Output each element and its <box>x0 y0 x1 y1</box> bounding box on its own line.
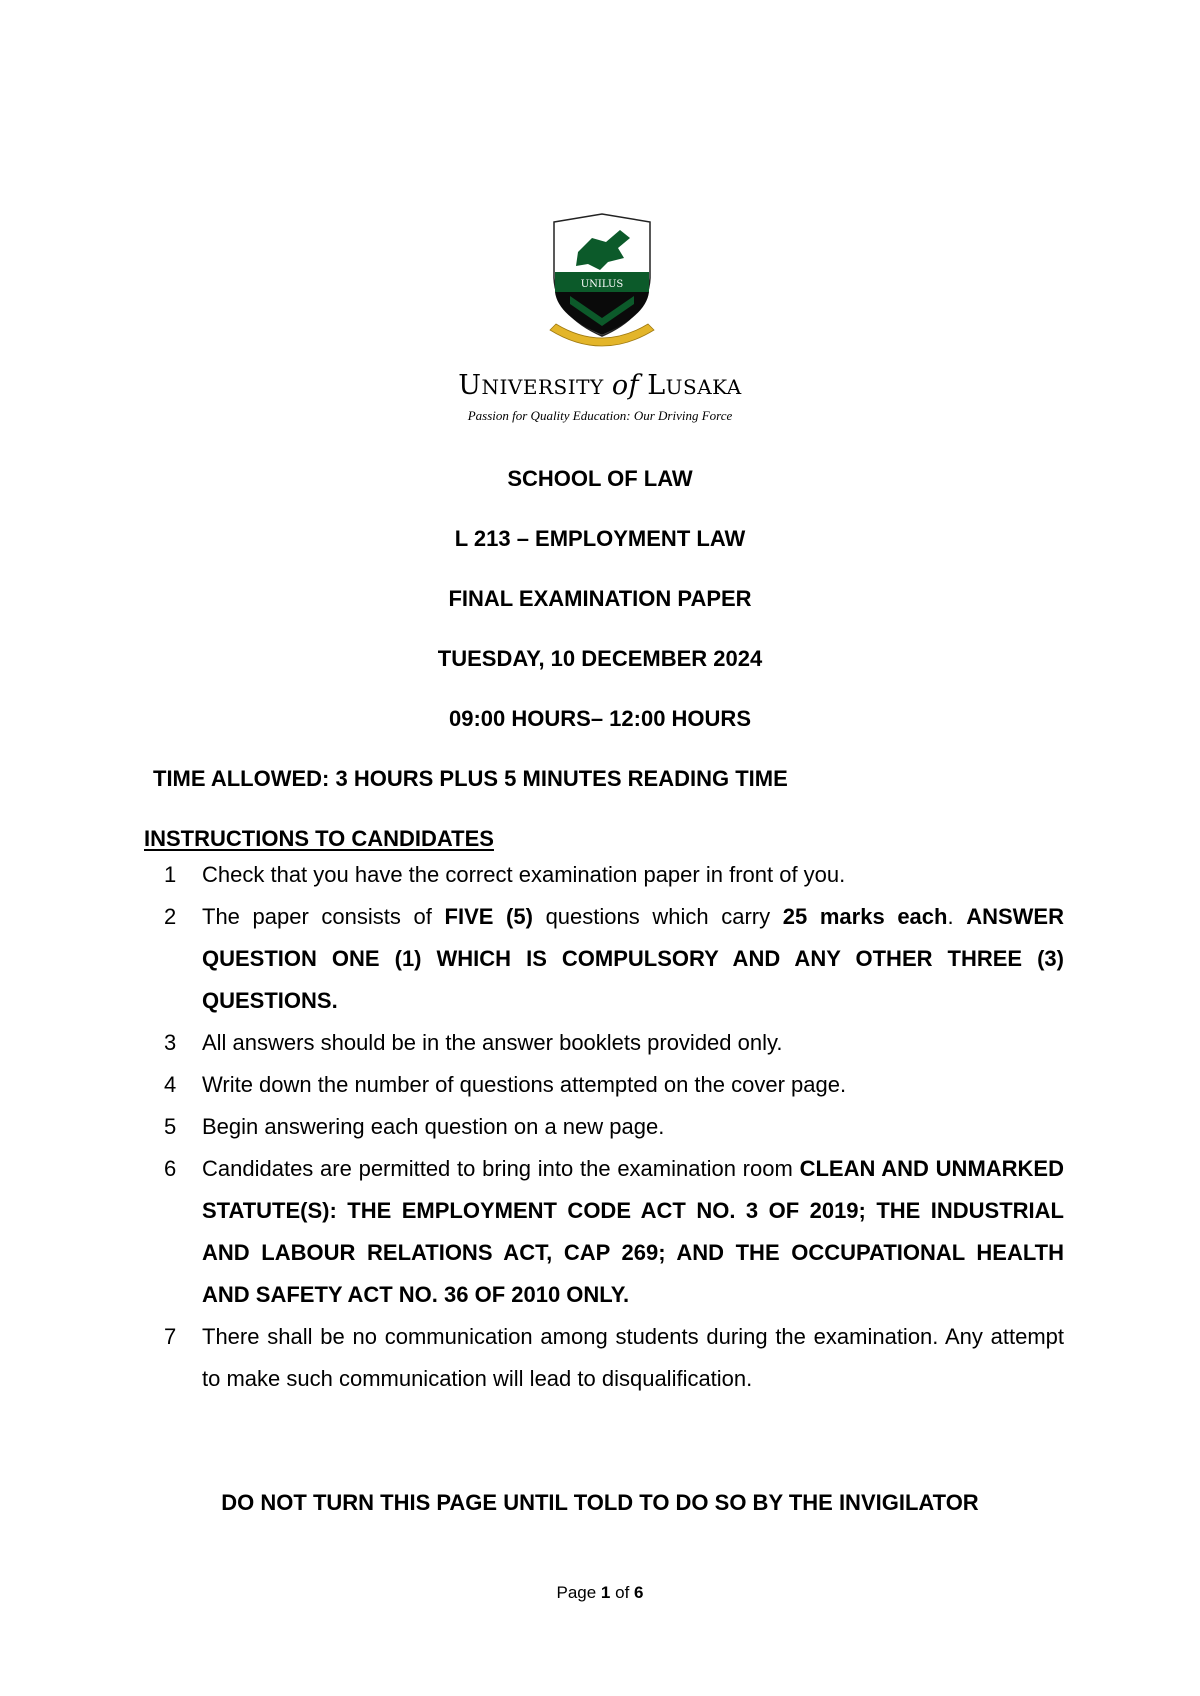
instruction-number: 6 <box>164 1156 177 1181</box>
instruction-item <box>164 1106 1064 1148</box>
instruction-text: Check that you have the correct examination paper in front of you. <box>202 862 846 887</box>
time-allowed: TIME ALLOWED: 3 HOURS PLUS 5 MINUTES READING TIME <box>153 766 788 791</box>
instructions-heading: INSTRUCTIONS TO CANDIDATES <box>144 826 494 851</box>
instruction-item <box>164 1022 1064 1064</box>
exam-hours: 09:00 HOURS– 12:00 HOURS <box>448 706 751 731</box>
university-name: UNIVERSITY of LUSAKA <box>458 370 742 401</box>
instruction-item <box>164 1064 1064 1106</box>
school-title: SCHOOL OF LAW <box>507 466 693 491</box>
instructions-list <box>164 854 1064 1400</box>
instruction-number: 7 <box>164 1324 177 1349</box>
instruction-text: Begin answering each question on a new page. <box>202 1114 665 1139</box>
instruction-number: 4 <box>164 1072 177 1097</box>
instruction-text: The paper consists of FIVE (5) questions which carry 25 marks each. ANSWER QUESTION ONE (1) WHICH IS COMPULSORY AND ANY OTHER THREE (3) QUESTIONS. <box>202 904 1064 1013</box>
instruction-text: All answers should be in the answer booklets provided only. <box>202 1030 783 1055</box>
page-number-footer: Page 1 of 6 <box>556 1583 644 1602</box>
instruction-number: 5 <box>164 1114 177 1139</box>
invigilator-warning: DO NOT TURN THIS PAGE UNTIL TOLD TO DO SO BY THE INVIGILATOR <box>221 1490 979 1515</box>
exam-date: TUESDAY, 10 DECEMBER 2024 <box>437 646 763 671</box>
instruction-text: There shall be no communication among students during the examination. Any attempt to make such communication will lead to disqualification. <box>202 1324 1064 1391</box>
instruction-item <box>164 896 1064 1022</box>
crest-chevron <box>555 292 649 335</box>
instruction-number: 2 <box>164 904 177 929</box>
instruction-text: Write down the number of questions attempted on the cover page. <box>202 1072 847 1097</box>
instruction-item <box>164 1148 1064 1316</box>
instruction-number: 1 <box>164 862 177 887</box>
paper-title: FINAL EXAMINATION PAPER <box>448 586 752 611</box>
instruction-item <box>164 854 1064 896</box>
course-title: L 213 – EMPLOYMENT LAW <box>454 526 746 551</box>
instruction-text: Candidates are permitted to bring into the examination room CLEAN AND UNMARKED STATUTE(S): THE EMPLOYMENT CODE ACT NO. 3 OF 2019; THE INDUSTRIAL AND LABOUR RELATIONS ACT, CAP 269; AND THE OCCUPATIONAL HEALTH AND SAFETY ACT NO. 36 OF 2010 ONLY. <box>202 1156 1064 1307</box>
university-motto: Passion for Quality Education: Our Driving Force <box>467 408 733 423</box>
instruction-number: 3 <box>164 1030 177 1055</box>
crest-badge-text: UNILUS <box>580 279 624 290</box>
university-crest-logo <box>548 212 656 360</box>
instruction-item <box>164 1316 1064 1400</box>
